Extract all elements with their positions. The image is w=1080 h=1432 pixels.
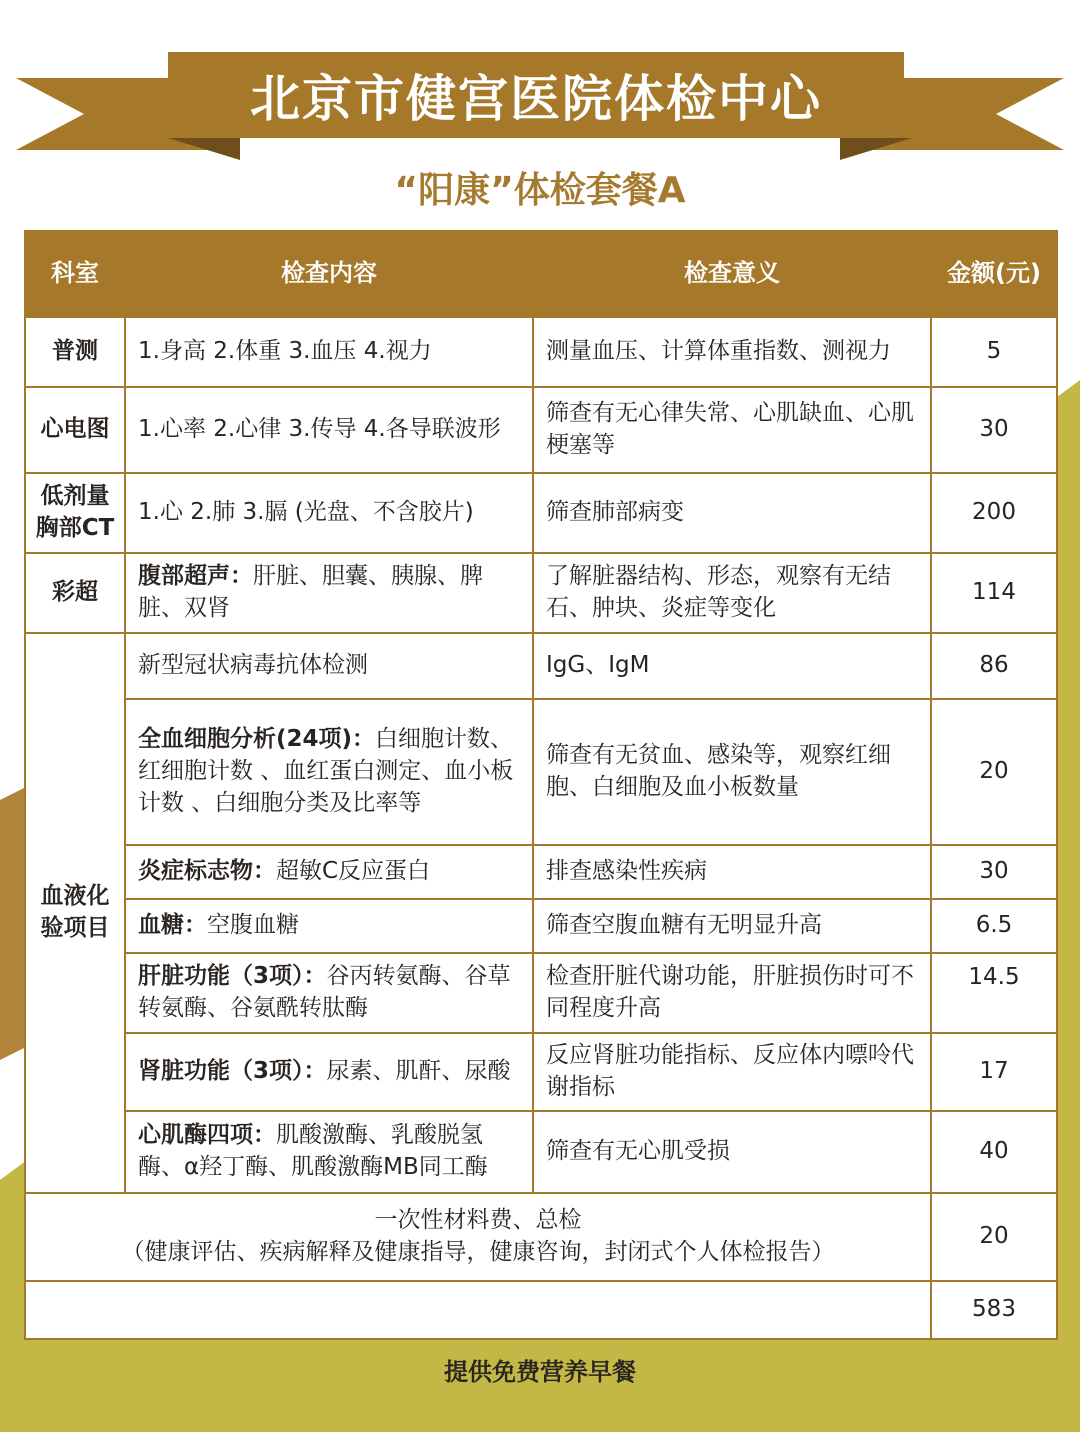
content-cell: 1.心率 2.心律 3.传导 4.各导联波形 — [125, 387, 533, 473]
meaning-cell: 了解脏器结构、形态，观察有无结石、肿块、炎症等变化 — [533, 553, 931, 633]
exam-table — [24, 230, 1056, 1340]
col-header-amount: 金额(元) — [931, 231, 1057, 317]
content-cell — [125, 1033, 533, 1111]
meaning-cell: 筛查有无心律失常、心肌缺血、心肌梗塞等 — [533, 387, 931, 473]
amount-cell: 20 — [931, 699, 1057, 845]
amount-cell: 86 — [931, 633, 1057, 699]
misc-row — [25, 1193, 1057, 1281]
amount-cell: 5 — [931, 317, 1057, 387]
hospital-title: 北京市健宫医院体检中心 — [250, 70, 822, 128]
table-row — [25, 1033, 1057, 1111]
dept-cell: 彩超 — [25, 553, 125, 633]
table-row — [25, 899, 1057, 953]
table-row — [25, 845, 1057, 899]
content-label: 心肌酶四项： — [138, 1122, 276, 1149]
dept-cell: 低剂量胸部CT — [25, 473, 125, 553]
dept-cell: 普测 — [25, 317, 125, 387]
amount-cell: 14.5 — [931, 953, 1057, 1033]
content-cell: 新型冠状病毒抗体检测 — [125, 633, 533, 699]
meaning-cell: 筛查肺部病变 — [533, 473, 931, 553]
content-cell — [125, 953, 533, 1033]
content-text: 空腹血糖 — [207, 912, 299, 939]
table-header-row — [25, 231, 1057, 317]
content-cell — [125, 845, 533, 899]
col-header-meaning: 检查意义 — [533, 231, 931, 317]
content-cell: 1.心 2.肺 3.膈 (光盘、不含胶片) — [125, 473, 533, 553]
package-title: “阳康”体检套餐A — [394, 170, 686, 211]
table-row — [25, 387, 1057, 473]
meaning-cell: 排查感染性疾病 — [533, 845, 931, 899]
content-cell — [125, 699, 533, 845]
content-label: 血糖： — [138, 912, 207, 939]
content-text: 肝脏、胆囊、胰腺、脾脏、双肾 — [138, 563, 483, 621]
total-label-cell — [25, 1281, 931, 1339]
content-text: 肌酸激酶、乳酸脱氢酶、α羟丁酶、肌酸激酶MB同工酶 — [138, 1122, 488, 1180]
meaning-cell: 筛查有无贫血、感染等，观察红细胞、白细胞及血小板数量 — [533, 699, 931, 845]
meaning-cell: 反应肾脏功能指标、反应体内嘌呤代谢指标 — [533, 1033, 931, 1111]
meaning-cell: 筛查有无心肌受损 — [533, 1111, 931, 1193]
meaning-cell: 测量血压、计算体重指数、测视力 — [533, 317, 931, 387]
meaning-cell: IgG、IgM — [533, 633, 931, 699]
content-text: 谷丙转氨酶、谷草转氨酶、谷氨酰转肽酶 — [138, 963, 511, 1021]
meaning-cell: 筛查空腹血糖有无明显升高 — [533, 899, 931, 953]
content-label: 肾脏功能（3项）： — [138, 1058, 327, 1085]
content-cell — [125, 899, 533, 953]
content-cell — [125, 1111, 533, 1193]
table-row — [25, 473, 1057, 553]
amount-cell: 30 — [931, 845, 1057, 899]
dept-cell-blood: 血液化验项目 — [25, 633, 125, 1193]
footer-note: 提供免费营养早餐 — [444, 1358, 636, 1386]
content-label: 全血细胞分析(24项)： — [138, 726, 376, 753]
col-header-dept: 科室 — [25, 231, 125, 317]
content-cell — [125, 553, 533, 633]
content-label: 腹部超声： — [138, 563, 253, 590]
table-row — [25, 953, 1057, 1033]
amount-cell: 30 — [931, 387, 1057, 473]
table-row — [25, 633, 1057, 699]
total-amount: 583 — [931, 1281, 1057, 1339]
amount-cell: 20 — [931, 1193, 1057, 1281]
content-label: 炎症标志物： — [138, 858, 276, 885]
table-row — [25, 699, 1057, 845]
total-row — [25, 1281, 1057, 1339]
content-text: 白细胞计数、红细胞计数 、血红蛋白测定、血小板计数 、白细胞分类及比率等 — [138, 726, 514, 816]
amount-cell: 114 — [931, 553, 1057, 633]
amount-cell: 40 — [931, 1111, 1057, 1193]
dept-cell: 心电图 — [25, 387, 125, 473]
content-label: 肝脏功能（3项）： — [138, 963, 327, 990]
content-text: 尿素、肌酐、尿酸 — [326, 1058, 511, 1085]
misc-line-1: 一次性材料费、总检 — [374, 1207, 582, 1234]
col-header-content: 检查内容 — [125, 231, 533, 317]
misc-cell — [25, 1193, 931, 1281]
amount-cell: 200 — [931, 473, 1057, 553]
meaning-cell: 检查肝脏代谢功能，肝脏损伤时可不同程度升高 — [533, 953, 931, 1033]
content-text: 超敏C反应蛋白 — [276, 858, 431, 885]
content-cell: 1.身高 2.体重 3.血压 4.视力 — [125, 317, 533, 387]
amount-cell: 6.5 — [931, 899, 1057, 953]
misc-line-2: （健康评估、疾病解释及健康指导，健康咨询，封闭式个人体检报告） — [121, 1239, 835, 1265]
table-row — [25, 553, 1057, 633]
amount-cell: 17 — [931, 1033, 1057, 1111]
table-row — [25, 1111, 1057, 1193]
table-row — [25, 317, 1057, 387]
